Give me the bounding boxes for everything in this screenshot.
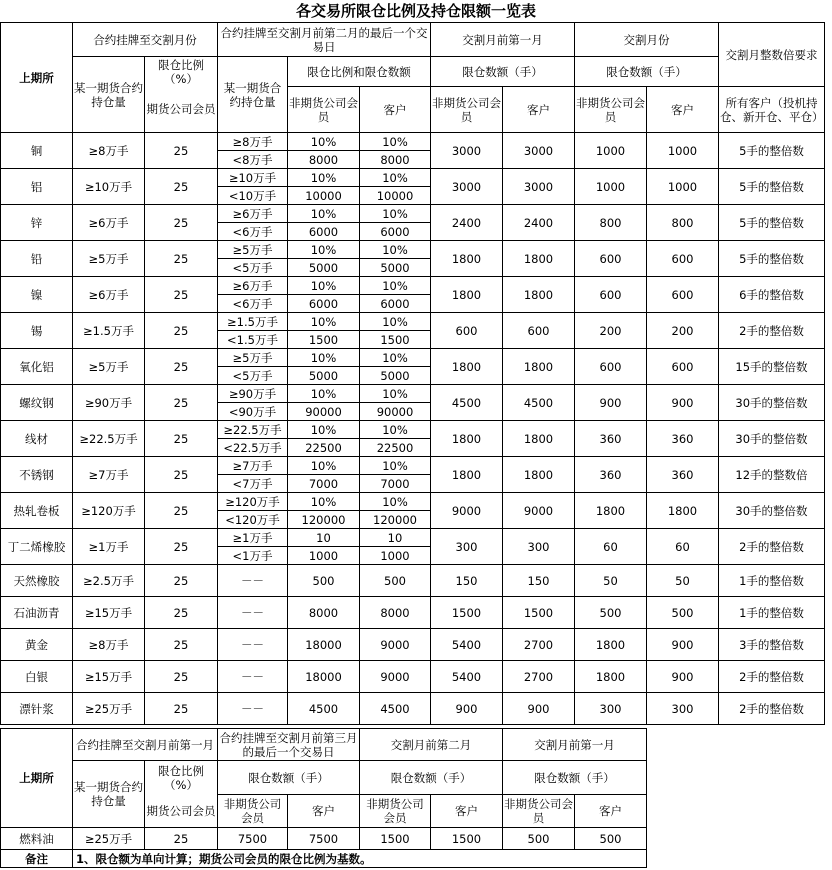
limit-ratio: 25 — [145, 457, 218, 493]
m1-non-futures-member: 900 — [431, 693, 503, 725]
client-header-a: 客户 — [288, 795, 360, 828]
m1-client: 300 — [503, 529, 575, 565]
delivery-non-futures-member: 800 — [575, 205, 647, 241]
limit-qty-header-dm: 限仓数额（手） — [575, 57, 719, 87]
sub-non-futures-member: 7000 — [288, 475, 360, 493]
sub-client: 4500 — [360, 693, 431, 725]
month1-header-2: 交割月前第一月 — [503, 729, 647, 761]
delivery-client: 600 — [647, 241, 719, 277]
table-row — [1, 661, 825, 693]
sub-threshold: <120万手 — [218, 511, 288, 529]
sub-non-futures-member: 22500 — [288, 439, 360, 457]
non-futures-member-header: 非期货公司会员 — [288, 87, 360, 133]
sub-threshold: <22.5万手 — [218, 439, 288, 457]
limit-qty-client-c: 500 — [575, 828, 647, 850]
limit-ratio: 25 — [145, 493, 218, 529]
m1-non-futures-member: 5400 — [431, 661, 503, 693]
client-header-c: 客户 — [575, 795, 647, 828]
limit-qty-header-m1: 限仓数额（手） — [431, 57, 575, 87]
sub-client: 120000 — [360, 511, 431, 529]
m1-non-futures-member: 3000 — [431, 133, 503, 169]
limit-ratio: 25 — [145, 313, 218, 349]
multiple-requirement: 5手的整倍数 — [719, 133, 825, 169]
table-row — [1, 277, 825, 295]
open-interest-threshold: ≥7万手 — [73, 457, 145, 493]
sub-threshold: ≥8万手 — [218, 133, 288, 151]
sub-threshold: <7万手 — [218, 475, 288, 493]
sub-client: 10% — [360, 421, 431, 439]
sub-non-futures-member: 5000 — [288, 259, 360, 277]
delivery-non-futures-member: 1800 — [575, 493, 647, 529]
product-name: 铅 — [1, 241, 73, 277]
open-interest-threshold: ≥6万手 — [73, 277, 145, 313]
limit-ratio: 25 — [145, 169, 218, 205]
sub-client: 6000 — [360, 223, 431, 241]
open-interest-header-3: 某一期货合约持仓量 — [73, 761, 145, 828]
m1-non-futures-member: 1800 — [431, 277, 503, 313]
sub-non-futures-member: 10% — [288, 349, 360, 367]
limit-qty-client-a: 7500 — [288, 828, 360, 850]
delivery-client: 500 — [647, 597, 719, 629]
m1-client: 1800 — [503, 277, 575, 313]
sub-non-futures-member: 10 — [288, 529, 360, 547]
position-limit-table — [0, 22, 825, 725]
limit-ratio: 25 — [145, 385, 218, 421]
listing-to-m3-last-header: 合约挂牌至交割月前第三月的最后一个交易日 — [219, 730, 358, 759]
sub-non-futures-member: 8000 — [288, 151, 360, 169]
delivery-client: 360 — [647, 457, 719, 493]
multiple-requirement: 6手的整倍数 — [719, 277, 825, 313]
limit-ratio-qty-header: 限仓比例和限仓数额 — [288, 57, 431, 87]
sub-client: 10% — [360, 277, 431, 295]
sub-threshold: ≥10万手 — [218, 169, 288, 187]
product-name: 天然橡胶 — [1, 565, 73, 597]
delivery-non-futures-member: 300 — [575, 693, 647, 725]
product-name: 镍 — [1, 277, 73, 313]
sub-client: 10% — [360, 457, 431, 475]
delivery-client: 600 — [647, 277, 719, 313]
m1-client: 2700 — [503, 661, 575, 693]
note-text: 1、限仓额为单向计算；期货公司会员的限仓比例为基数。 — [73, 850, 647, 868]
limit-ratio: 25 — [145, 629, 218, 661]
delivery-non-futures-member: 200 — [575, 313, 647, 349]
sub-non-futures-member: 90000 — [288, 403, 360, 421]
m1-non-futures-member: 1800 — [431, 349, 503, 385]
sub-client: 1500 — [360, 331, 431, 349]
m1-client: 900 — [503, 693, 575, 725]
sub-threshold: <8万手 — [218, 151, 288, 169]
limit-qty-header-c: 限仓数额（手） — [503, 761, 647, 795]
note-label: 备注 — [1, 850, 73, 868]
m1-non-futures-member: 9000 — [431, 493, 503, 529]
sub-client: 10 — [360, 529, 431, 547]
delivery-client: 1000 — [647, 133, 719, 169]
product-name: 白银 — [1, 661, 73, 693]
delivery-client: 60 — [647, 529, 719, 565]
limit-qty-client-b: 1500 — [431, 828, 503, 850]
sub-threshold: ≥120万手 — [218, 493, 288, 511]
multiple-requirement: 2手的整倍数 — [719, 529, 825, 565]
sub-threshold: －－ — [218, 597, 288, 629]
table-row — [1, 133, 825, 151]
limit-qty-nf-b: 1500 — [360, 828, 431, 850]
multiple-requirement: 15手的整倍数 — [719, 349, 825, 385]
table-row — [1, 529, 825, 547]
exchange-header-2: 上期所 — [1, 729, 73, 828]
sub-threshold: <5万手 — [218, 367, 288, 385]
multiple-requirement: 1手的整倍数 — [719, 597, 825, 629]
m1-non-futures-member: 600 — [431, 313, 503, 349]
m1-client: 2400 — [503, 205, 575, 241]
delivery-client: 200 — [647, 313, 719, 349]
sub-threshold: ≥6万手 — [218, 277, 288, 295]
delivery-non-futures-member: 360 — [575, 421, 647, 457]
sub-client: 10% — [360, 169, 431, 187]
product-name: 螺纹钢 — [1, 385, 73, 421]
product-name: 丁二烯橡胶 — [1, 529, 73, 565]
delivery-non-futures-member: 360 — [575, 457, 647, 493]
open-interest-threshold: ≥25万手 — [73, 828, 145, 850]
delivery-client: 1000 — [647, 169, 719, 205]
m1-non-futures-member: 1800 — [431, 241, 503, 277]
limit-qty-header-b: 限仓数额（手） — [360, 761, 503, 795]
sub-threshold: ≥7万手 — [218, 457, 288, 475]
limit-ratio-header: 限仓比例（%） — [145, 57, 218, 87]
table-row — [1, 493, 825, 511]
multiple-requirement: 5手的整倍数 — [719, 169, 825, 205]
sub-non-futures-member: 6000 — [288, 223, 360, 241]
sub-threshold: ≥1.5万手 — [218, 313, 288, 331]
sub-client: 10% — [360, 313, 431, 331]
sub-client: 8000 — [360, 151, 431, 169]
sub-non-futures-member: 10% — [288, 277, 360, 295]
listing-to-m1-header: 合约挂牌至交割月前第一月 — [73, 729, 218, 761]
table-row — [1, 205, 825, 223]
multiple-requirement: 30手的整倍数 — [719, 493, 825, 529]
m1-non-futures-member: 5400 — [431, 629, 503, 661]
open-interest-threshold: ≥120万手 — [73, 493, 145, 529]
open-interest-threshold: ≥5万手 — [73, 349, 145, 385]
limit-ratio: 25 — [145, 597, 218, 629]
sub-non-futures-member: 10% — [288, 313, 360, 331]
table-row — [1, 421, 825, 439]
sub-non-futures-member: 10% — [288, 241, 360, 259]
m1-client: 600 — [503, 313, 575, 349]
open-interest-threshold: ≥1.5万手 — [73, 313, 145, 349]
sub-client: 500 — [360, 565, 431, 597]
sub-client: 10% — [360, 133, 431, 151]
sub-non-futures-member: 10% — [288, 385, 360, 403]
sub-threshold: －－ — [218, 661, 288, 693]
limit-ratio: 25 — [145, 529, 218, 565]
client-header-m1: 客户 — [503, 87, 575, 133]
sub-non-futures-member: 120000 — [288, 511, 360, 529]
product-name: 铝 — [1, 169, 73, 205]
open-interest-threshold: ≥2.5万手 — [73, 565, 145, 597]
limit-qty-header-a: 限仓数额（手） — [218, 761, 360, 795]
limit-ratio-header-2: 限仓比例（%） — [145, 761, 218, 795]
limit-ratio: 25 — [145, 565, 218, 597]
m1-non-futures-member: 1500 — [431, 597, 503, 629]
non-futures-member-header-m1: 非期货公司会员 — [431, 87, 503, 133]
product-name: 黄金 — [1, 629, 73, 661]
product-name: 线材 — [1, 421, 73, 457]
client-header-dm: 客户 — [647, 87, 719, 133]
m1-non-futures-member: 150 — [431, 565, 503, 597]
delivery-non-futures-member: 1000 — [575, 169, 647, 205]
client-header-b: 客户 — [431, 795, 503, 828]
product-name: 锌 — [1, 205, 73, 241]
sub-client: 1000 — [360, 547, 431, 565]
sub-non-futures-member: 5000 — [288, 367, 360, 385]
sub-threshold: ≥22.5万手 — [218, 421, 288, 439]
limit-qty-nf-a: 7500 — [218, 828, 288, 850]
sub-client: 6000 — [360, 295, 431, 313]
page-title: 各交易所限仓比例及持仓限额一览表 — [295, 2, 536, 20]
sub-threshold: －－ — [218, 629, 288, 661]
m1-non-futures-member: 4500 — [431, 385, 503, 421]
open-interest-threshold: ≥1万手 — [73, 529, 145, 565]
sub-non-futures-member: 10% — [288, 493, 360, 511]
sub-non-futures-member: 10% — [288, 421, 360, 439]
multiple-requirement: 30手的整倍数 — [719, 421, 825, 457]
m1-client: 1800 — [503, 457, 575, 493]
sub-non-futures-member: 10% — [288, 457, 360, 475]
month1-header: 交割月前第一月 — [431, 23, 575, 57]
listing-to-delivery-header: 合约挂牌至交割月份 — [73, 23, 218, 57]
sub-client: 10000 — [360, 187, 431, 205]
client-header: 客户 — [360, 87, 431, 133]
multiple-requirement-header: 交割月整数倍要求 — [719, 23, 825, 87]
sub-threshold: <5万手 — [218, 259, 288, 277]
delivery-non-futures-member: 1800 — [575, 629, 647, 661]
sub-threshold: <10万手 — [218, 187, 288, 205]
sub-non-futures-member: 10% — [288, 133, 360, 151]
sub-threshold: ≥6万手 — [218, 205, 288, 223]
delivery-client: 600 — [647, 349, 719, 385]
sub-threshold: ≥1万手 — [218, 529, 288, 547]
open-interest-threshold: ≥8万手 — [73, 629, 145, 661]
sub-client: 9000 — [360, 661, 431, 693]
open-interest-threshold: ≥90万手 — [73, 385, 145, 421]
limit-ratio: 25 — [145, 421, 218, 457]
non-futures-member-header-b: 非期货公司会员 — [360, 795, 431, 828]
delivery-non-futures-member: 1000 — [575, 133, 647, 169]
listing-to-m2-last-header: 合约挂牌至交割月前第二月的最后一个交易日 — [218, 23, 431, 57]
sub-threshold: <1万手 — [218, 547, 288, 565]
m1-non-futures-member: 300 — [431, 529, 503, 565]
sub-client: 10% — [360, 493, 431, 511]
limit-ratio: 25 — [145, 349, 218, 385]
m1-client: 2700 — [503, 629, 575, 661]
multiple-requirement: 30手的整倍数 — [719, 385, 825, 421]
table-row — [1, 241, 825, 259]
all-clients-header: 所有客户（投机持仓、新开仓、平仓） — [719, 87, 825, 133]
limit-ratio: 25 — [145, 205, 218, 241]
product-name: 石油沥青 — [1, 597, 73, 629]
sub-non-futures-member: 18000 — [288, 661, 360, 693]
futures-member-header: 期货公司会员 — [145, 87, 218, 133]
sub-threshold: －－ — [218, 693, 288, 725]
open-interest-threshold: ≥15万手 — [73, 661, 145, 693]
sub-client: 10% — [360, 349, 431, 367]
non-futures-member-header-a: 非期货公司会员 — [218, 795, 288, 828]
sub-non-futures-member: 500 — [288, 565, 360, 597]
sub-threshold: <1.5万手 — [218, 331, 288, 349]
delivery-client: 800 — [647, 205, 719, 241]
sub-non-futures-member: 10% — [288, 169, 360, 187]
sub-client: 7000 — [360, 475, 431, 493]
m1-client: 1800 — [503, 241, 575, 277]
table-row — [1, 169, 825, 187]
product-name: 氧化铝 — [1, 349, 73, 385]
sub-client: 10% — [360, 241, 431, 259]
table-row — [1, 693, 825, 725]
exchange-header: 上期所 — [1, 23, 73, 133]
sub-threshold: ≥90万手 — [218, 385, 288, 403]
sub-client: 8000 — [360, 597, 431, 629]
m1-client: 9000 — [503, 493, 575, 529]
open-interest-threshold: ≥15万手 — [73, 597, 145, 629]
open-interest-threshold: ≥10万手 — [73, 169, 145, 205]
futures-member-header-2: 期货公司会员 — [145, 795, 218, 828]
m1-non-futures-member: 1800 — [431, 421, 503, 457]
delivery-client: 1800 — [647, 493, 719, 529]
delivery-non-futures-member: 600 — [575, 349, 647, 385]
multiple-requirement: 1手的整倍数 — [719, 565, 825, 597]
sub-non-futures-member: 1500 — [288, 331, 360, 349]
multiple-requirement: 2手的整倍数 — [719, 313, 825, 349]
limit-ratio: 25 — [145, 133, 218, 169]
limit-ratio: 25 — [145, 241, 218, 277]
open-interest-threshold: ≥6万手 — [73, 205, 145, 241]
table-row — [1, 597, 825, 629]
sub-non-futures-member: 18000 — [288, 629, 360, 661]
sub-non-futures-member: 1000 — [288, 547, 360, 565]
open-interest-header: 某一期货合约持仓量 — [73, 57, 145, 133]
delivery-non-futures-member: 60 — [575, 529, 647, 565]
sub-client: 10% — [360, 385, 431, 403]
sub-threshold: ≥5万手 — [218, 241, 288, 259]
multiple-requirement: 12手的整数倍 — [719, 457, 825, 493]
delivery-client: 360 — [647, 421, 719, 457]
m1-non-futures-member: 3000 — [431, 169, 503, 205]
m1-client: 1500 — [503, 597, 575, 629]
delivery-client: 900 — [647, 661, 719, 693]
sub-threshold: －－ — [218, 565, 288, 597]
sub-client: 5000 — [360, 367, 431, 385]
sub-client: 22500 — [360, 439, 431, 457]
limit-ratio: 25 — [145, 277, 218, 313]
sub-client: 90000 — [360, 403, 431, 421]
open-interest-threshold: ≥5万手 — [73, 241, 145, 277]
product-name: 热轧卷板 — [1, 493, 73, 529]
table-row — [1, 629, 825, 661]
m1-non-futures-member: 1800 — [431, 457, 503, 493]
table-row — [1, 385, 825, 403]
delivery-non-futures-member: 1800 — [575, 661, 647, 693]
sub-client: 9000 — [360, 629, 431, 661]
sub-threshold: <6万手 — [218, 223, 288, 241]
delivery-non-futures-member: 50 — [575, 565, 647, 597]
multiple-requirement: 3手的整倍数 — [719, 629, 825, 661]
m1-client: 1800 — [503, 349, 575, 385]
sub-client: 5000 — [360, 259, 431, 277]
table-row — [1, 565, 825, 597]
delivery-non-futures-member: 900 — [575, 385, 647, 421]
delivery-non-futures-member: 600 — [575, 277, 647, 313]
delivery-client: 900 — [647, 629, 719, 661]
table-row — [1, 349, 825, 367]
sub-non-futures-member: 6000 — [288, 295, 360, 313]
open-interest-threshold: ≥8万手 — [73, 133, 145, 169]
non-futures-member-header-c: 非期货公司会员 — [503, 795, 575, 828]
sub-threshold: <6万手 — [218, 295, 288, 313]
limit-qty-nf-c: 500 — [503, 828, 575, 850]
month2-header: 交割月前第二月 — [360, 729, 503, 761]
product-name: 漂针浆 — [1, 693, 73, 725]
multiple-requirement: 2手的整倍数 — [719, 693, 825, 725]
delivery-client: 900 — [647, 385, 719, 421]
m1-client: 1800 — [503, 421, 575, 457]
delivery-client: 300 — [647, 693, 719, 725]
open-interest-header-2: 某一期货合约持仓量 — [218, 57, 288, 133]
delivery-non-futures-member: 600 — [575, 241, 647, 277]
product-name: 不锈钢 — [1, 457, 73, 493]
m1-client: 4500 — [503, 385, 575, 421]
sub-non-futures-member: 4500 — [288, 693, 360, 725]
m1-client: 3000 — [503, 133, 575, 169]
sub-non-futures-member: 10% — [288, 205, 360, 223]
m1-client: 150 — [503, 565, 575, 597]
non-futures-member-header-dm: 非期货公司会员 — [575, 87, 647, 133]
sub-non-futures-member: 10000 — [288, 187, 360, 205]
sub-threshold: ≥5万手 — [218, 349, 288, 367]
product-name: 燃料油 — [1, 828, 73, 850]
product-name: 锡 — [1, 313, 73, 349]
sub-threshold: <90万手 — [218, 403, 288, 421]
delivery-month-header: 交割月份 — [575, 23, 719, 57]
m1-client: 3000 — [503, 169, 575, 205]
table-row — [1, 457, 825, 475]
sub-non-futures-member: 8000 — [288, 597, 360, 629]
multiple-requirement: 2手的整倍数 — [719, 661, 825, 693]
multiple-requirement: 5手的整倍数 — [719, 205, 825, 241]
fuel-oil-limit-table — [0, 728, 647, 868]
open-interest-threshold: ≥25万手 — [73, 693, 145, 725]
limit-ratio: 25 — [145, 828, 218, 850]
m1-non-futures-member: 2400 — [431, 205, 503, 241]
multiple-requirement: 5手的整倍数 — [719, 241, 825, 277]
table-row — [1, 313, 825, 331]
limit-ratio: 25 — [145, 661, 218, 693]
product-name: 铜 — [1, 133, 73, 169]
note-row — [1, 850, 647, 868]
delivery-non-futures-member: 500 — [575, 597, 647, 629]
sub-client: 10% — [360, 205, 431, 223]
open-interest-threshold: ≥22.5万手 — [73, 421, 145, 457]
limit-ratio: 25 — [145, 693, 218, 725]
table-row — [1, 828, 647, 850]
delivery-client: 50 — [647, 565, 719, 597]
